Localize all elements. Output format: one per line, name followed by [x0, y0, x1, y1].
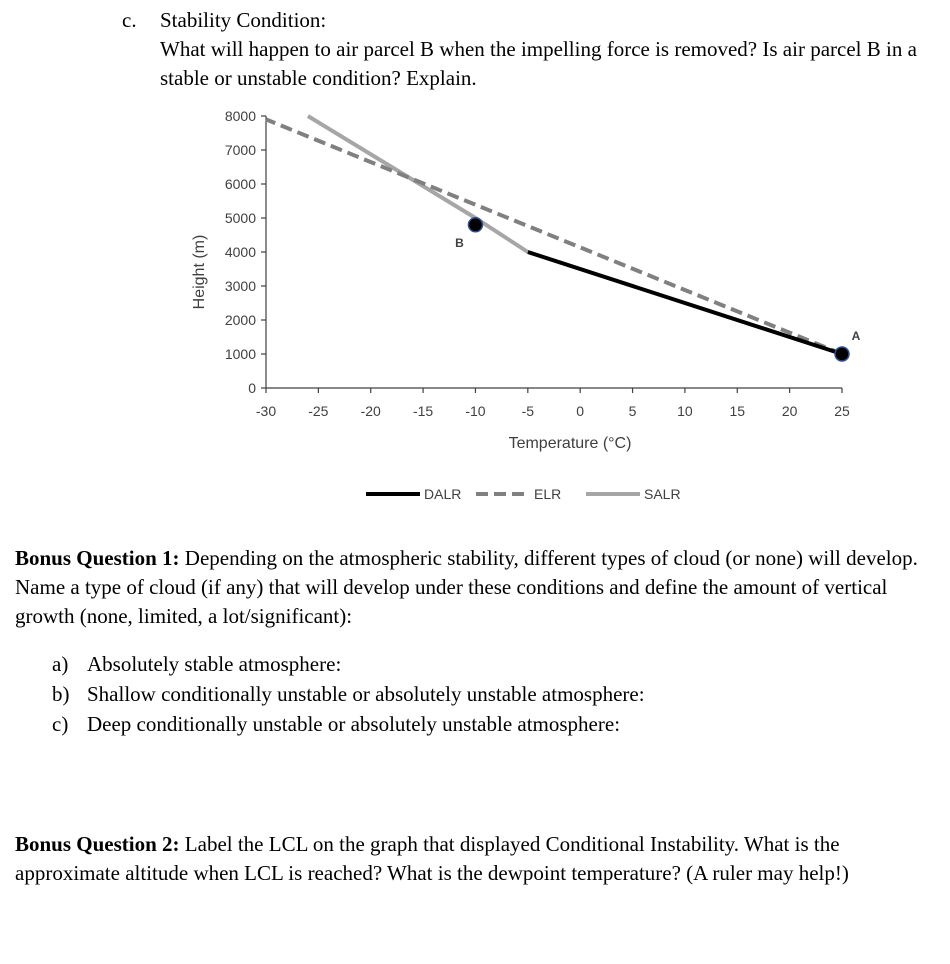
x-tick-label: -20: [360, 403, 381, 419]
legend-label-elr: ELR: [534, 486, 562, 502]
series-line-elr: [266, 119, 842, 354]
point-marker-b: [468, 218, 482, 232]
y-tick-label: 1000: [224, 346, 256, 362]
x-tick-label: -10: [465, 403, 486, 419]
y-tick-label: 4000: [224, 244, 256, 260]
legend-label-dalr: DALR: [424, 486, 462, 502]
bonus2-title: Bonus Question 2:: [15, 832, 180, 856]
x-tick-label: 10: [677, 403, 693, 419]
legend-label-salr: SALR: [644, 486, 681, 502]
series-line-dalr: [528, 252, 842, 354]
list-item-text: Absolutely stable atmosphere:: [87, 652, 342, 676]
bonus1-list: [52, 650, 912, 740]
x-tick-label: 0: [576, 403, 585, 419]
section-question: What will happen to air parcel B when the impelling force is removed? Is air parcel B in a stable or unstable condition? Explain.: [160, 37, 917, 90]
y-tick-label: 8000: [224, 108, 256, 124]
y-axis-title: Height (m): [191, 234, 208, 310]
x-tick-label: -30: [255, 403, 277, 419]
bonus1-text: Depending on the atmospheric stability, different types of cloud (or none) will develop. Name a type of cloud (if any) that will develop under these conditions and define the amount of vertical growth (none, limited, a lot/significant):: [15, 546, 918, 628]
bonus-question-2: [15, 830, 945, 888]
x-tick-label: 25: [834, 403, 850, 419]
y-tick-label: 2000: [224, 312, 256, 328]
x-tick-label: -15: [412, 403, 434, 419]
x-tick-label: -25: [308, 403, 329, 419]
bonus2-text: Label the LCL on the graph that displayed Conditional Instability. What is the approximate altitude when LCL is reached? What is the dewpoint temperature? (A ruler may help!): [15, 832, 849, 885]
list-marker: b): [52, 682, 70, 706]
series-line-salr: [308, 116, 528, 252]
x-tick-label: 5: [628, 403, 637, 419]
section-heading: Stability Condition:: [160, 8, 327, 32]
list-item: [52, 650, 912, 680]
point-label-a: A: [851, 329, 861, 343]
x-tick-label: 20: [781, 403, 798, 419]
list-marker: a): [52, 652, 69, 676]
list-item: [52, 680, 912, 710]
y-tick-label: 6000: [224, 176, 256, 192]
list-marker: c): [52, 712, 69, 736]
list-item: [52, 710, 912, 740]
list-item-text: Deep conditionally unstable or absolutely unstable atmosphere:: [87, 712, 621, 736]
section-label: c.: [122, 8, 137, 32]
stability-chart: [180, 100, 870, 510]
y-tick-label: 3000: [224, 278, 256, 294]
point-label-b: B: [455, 235, 464, 250]
y-tick-label: 0: [248, 380, 256, 396]
bonus1-title: Bonus Question 1:: [15, 546, 180, 570]
x-tick-label: 15: [729, 403, 746, 419]
y-tick-label: 5000: [224, 210, 256, 226]
list-item-text: Shallow conditionally unstable or absolutely unstable atmosphere:: [87, 682, 645, 706]
x-axis-title: Temperature (°C): [508, 435, 632, 452]
chart-svg: [180, 100, 870, 510]
bonus-question-1: [15, 544, 940, 631]
point-marker-a: [835, 347, 849, 361]
y-tick-label: 7000: [224, 142, 256, 158]
x-tick-label: -5: [521, 403, 535, 419]
